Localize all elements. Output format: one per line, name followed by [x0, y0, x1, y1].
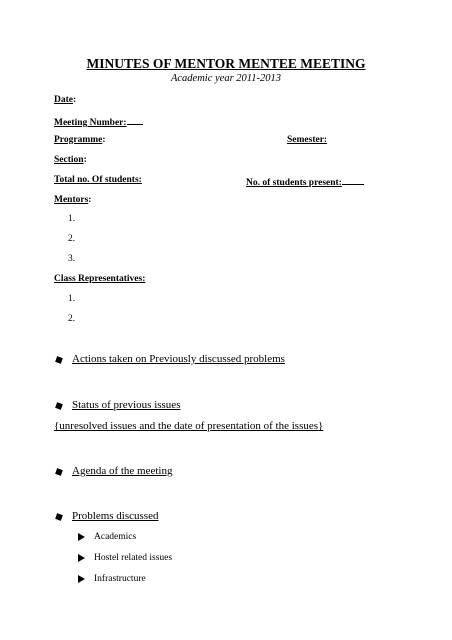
semester-field — [287, 135, 327, 145]
colon-mark: : — [83, 155, 87, 165]
problem-list-item — [78, 574, 146, 584]
programme-label: Programme — [54, 135, 103, 145]
date-field — [54, 95, 76, 105]
mentors-label: Mentors — [54, 195, 89, 205]
arrow-bullet-icon — [78, 533, 85, 541]
total-students-field — [54, 175, 142, 185]
programme-field — [54, 135, 106, 145]
problem-item-label: Hostel related issues — [94, 553, 173, 563]
mentor-number: 2. — [68, 234, 76, 244]
problem-list-item — [78, 553, 172, 563]
agenda-label: Agenda of the meeting — [72, 465, 173, 477]
problems-label: Problems discussed — [72, 510, 159, 522]
class-reps-field — [54, 274, 145, 284]
total-students-label: Total no. Of students: — [54, 175, 142, 185]
document-title: MINUTES OF MENTOR MENTEE MEETING — [86, 56, 366, 71]
colon-mark: : — [88, 195, 92, 205]
arrow-bullet-icon — [78, 554, 85, 562]
problems-item — [56, 510, 158, 522]
agenda-item — [56, 465, 173, 477]
students-present-label: No. of students present: — [246, 178, 342, 188]
date-label: Date — [54, 95, 73, 105]
colon-mark: : — [102, 135, 106, 145]
colon-mark: : — [73, 95, 77, 105]
problem-item-label: Infrastructure — [94, 574, 146, 584]
status-issues-item — [56, 399, 180, 411]
class-reps-label: Class Representatives: — [54, 274, 146, 284]
arrow-bullet-icon — [78, 575, 85, 583]
actions-taken-label: Actions taken on Previously discussed problems — [72, 353, 285, 365]
problem-list-item — [78, 532, 136, 542]
square-bullet-icon — [55, 513, 63, 521]
mentors-field — [54, 195, 91, 205]
semester-label: Semester: — [287, 135, 328, 145]
status-note: {unresolved issues and the date of presentation of the issues} — [54, 420, 324, 432]
section-field — [54, 155, 87, 165]
square-bullet-icon — [55, 402, 63, 410]
meeting-number-field — [54, 115, 143, 128]
class-rep-number: 2. — [68, 314, 76, 324]
square-bullet-icon — [55, 468, 63, 476]
square-bullet-icon — [55, 356, 63, 364]
meeting-number-blank — [127, 115, 143, 125]
students-present-field — [246, 175, 364, 188]
status-issues-label: Status of previous issues — [72, 399, 181, 411]
mentor-number: 1. — [68, 214, 76, 224]
actions-taken-item — [56, 353, 285, 365]
students-present-blank — [342, 175, 364, 185]
class-rep-number: 1. — [68, 294, 76, 304]
meeting-number-label: Meeting Number: — [54, 118, 127, 128]
section-label: Section — [54, 155, 84, 165]
academic-year-subtitle: Academic year 2011-2013 — [170, 73, 282, 84]
problem-item-label: Academics — [94, 532, 137, 542]
mentor-number: 3. — [68, 254, 76, 264]
